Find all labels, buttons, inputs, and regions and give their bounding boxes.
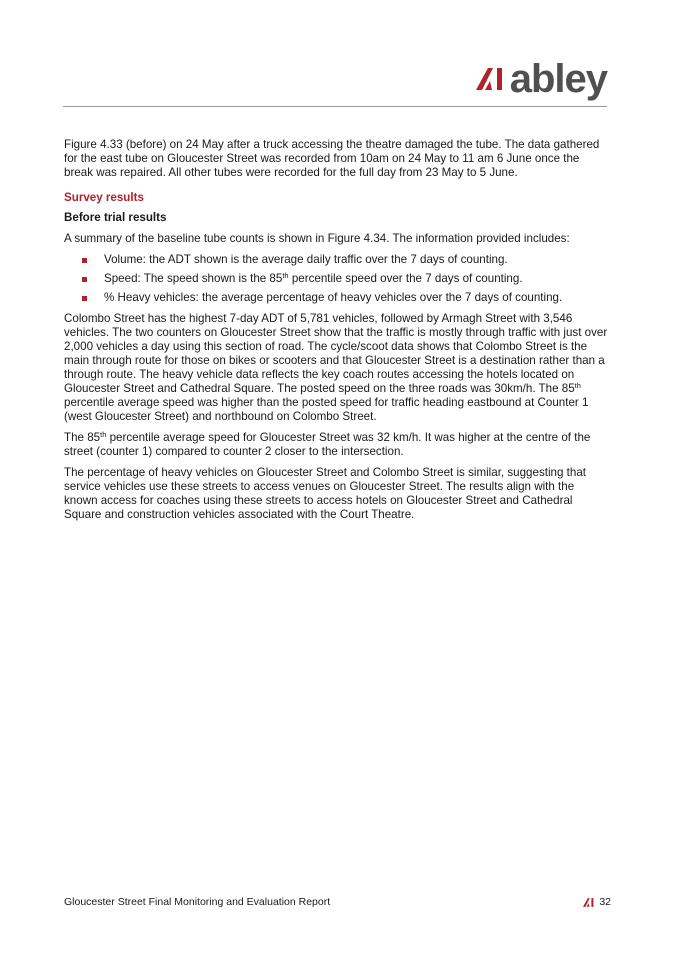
bullet-item bbox=[64, 291, 610, 305]
section-heading: Survey results bbox=[64, 191, 144, 204]
ordinal-superscript: th bbox=[574, 381, 581, 390]
page-number: 32 bbox=[599, 896, 611, 908]
footer-page-info bbox=[583, 896, 611, 908]
body-content bbox=[64, 138, 610, 529]
colombo-text-after: percentile average speed was higher than the posted speed for traffic heading eastbound at Counter 1 (west Gloucester Street) and northbound on Colombo Street. bbox=[64, 396, 589, 423]
summary-paragraph: A summary of the baseline tube counts is shown in Figure 4.34. The information provided includes: bbox=[64, 232, 570, 245]
logo-wordmark: abley bbox=[509, 57, 607, 101]
bullet-item bbox=[64, 272, 610, 286]
bullet-square-icon bbox=[82, 277, 87, 282]
sub-heading: Before trial results bbox=[64, 211, 167, 224]
bullet-square-icon bbox=[82, 296, 87, 301]
bullet-text-after: percentile speed over the 7 days of counting. bbox=[288, 272, 523, 285]
speed-text-after: percentile average speed for Gloucester Street was 32 km/h. It was higher at the centre of the street (counter 1) compared to counter 2 closer to the intersection. bbox=[64, 431, 591, 458]
colombo-paragraph bbox=[64, 312, 610, 424]
speed-text-before: The 85 bbox=[64, 431, 101, 444]
abley-logo bbox=[476, 58, 607, 100]
heavy-vehicles-paragraph: The percentage of heavy vehicles on Gloucester Street and Colombo Street is similar, suggesting that service vehicles use these streets to access venues on Gloucester Street. The results align with the known access for coaches using these streets to access hotels on Gloucester Street and Cathedral Square and construction vehicles associated with the Court Theatre. bbox=[64, 466, 587, 521]
bullet-text-before: Speed: The speed shown is the 85 bbox=[104, 272, 283, 285]
header-divider bbox=[63, 106, 607, 107]
footer-title: Gloucester Street Final Monitoring and Evaluation Report bbox=[64, 896, 331, 908]
page-footer bbox=[64, 896, 611, 908]
bullet-list bbox=[64, 253, 610, 305]
ordinal-superscript: th bbox=[282, 271, 289, 280]
bullet-square-icon bbox=[82, 258, 87, 263]
abley-mark-icon bbox=[476, 68, 506, 90]
abley-mark-icon bbox=[583, 898, 595, 907]
speed-paragraph bbox=[64, 431, 610, 459]
ordinal-superscript: th bbox=[100, 430, 107, 439]
bullet-item bbox=[64, 253, 610, 267]
colombo-text-before: Colombo Street has the highest 7-day ADT of 5,781 vehicles, followed by Armagh Street with 3,546 vehicles. The two counters on Gloucester Street show that the traffic is mostly through traffic with just over 2,000 vehicles a day using this section of road. The cycle/scoot data shows that Colombo Street is the main through route for those on bikes or scooters and that Gloucester Street is a destination rather than a through route. The heavy vehicle data reflects the key coach routes accessing the hotels located on Gloucester Street and Cathedral Square. The posted speed on the three roads was 30km/h. The 85 bbox=[64, 312, 608, 395]
intro-paragraph: Figure 4.33 (before) on 24 May after a truck accessing the theatre damaged the tube. The data gathered for the east tube on Gloucester Street was recorded from 10am on 24 May to 11 am 6 June once the break was repaired. All other tubes were recorded for the full day from 23 May to 5 June. bbox=[64, 138, 600, 179]
bullet-text: Volume: the ADT shown is the average daily traffic over the 7 days of counting. bbox=[104, 253, 508, 266]
bullet-text: % Heavy vehicles: the average percentage of heavy vehicles over the 7 days of counting. bbox=[104, 291, 563, 304]
